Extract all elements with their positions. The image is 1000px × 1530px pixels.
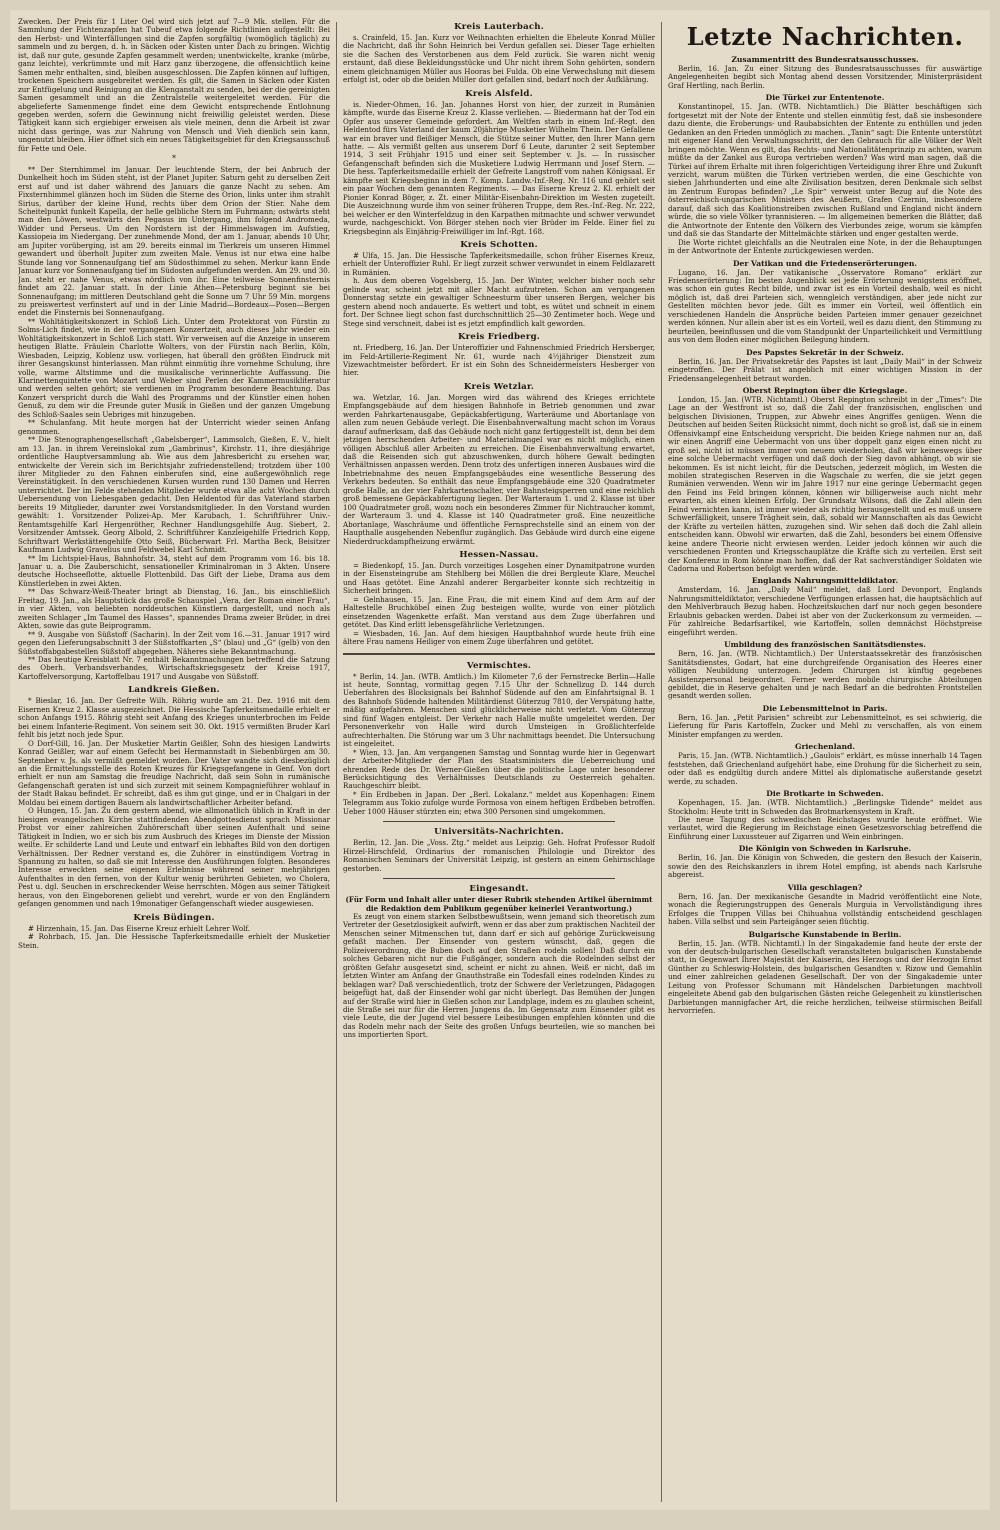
section-heading: Die Königin von Schweden in Karlsruhe.	[738, 844, 912, 854]
section-heading: Zusammentritt des Bundesratsausschusses.	[731, 55, 919, 64]
section-heading: Der Vatikan und die Friedenserörterungen.	[732, 258, 918, 268]
article-paragraph: * Ein Erdbeben in Japan. Der „Berl. Lokalanz.“ meldet aus Kopenhagen: Einem Telegramm aus Tokio zufolge wurde Formosa von einem heftigen Erdbeben betroffen. Ueber 1000 Häuser stürzten ein; etwa 300 Personen sind umgekommen.	[343, 789, 655, 816]
article-paragraph: # Ulfa, 15. Jan. Die Hessische Tapferkeitsmedaille, schon früher Eisernes Kreuz, erhielt der Unteroffizier Ruhl. Er liegt zurzeit schwer verwundet in einem Feldlazarett in Rumänien.	[343, 250, 655, 277]
article-paragraph: = Biedenkopf, 15. Jan. Durch vorzeitiges Losgehen einer Dynamitpatrone wurden in der Eisensteingrube am Stehlberg bei Möllen die drei Bergleute Klare, Meuchel und Haas getötet. Eine Anzahl anderer Bergarbeiter konnte sich rechtzeitig in Sicherheit bringen.	[343, 561, 655, 596]
section-heading: Bulgarische Kunstabende in Berlin.	[748, 929, 902, 939]
article-paragraph: Die neue Tagung des schwedischen Reichstages wurde heute eröffnet. Wie verlautet, wird die Regierung im Reichstage einen Gesetzesvorschlag betreffend die Einführung einer Luxussteuer auf Zigarren und Wein einbringen.	[668, 814, 982, 841]
latest-news-title: Letzte Nachrichten.	[686, 22, 964, 51]
article-paragraph: ** Schulanfang. Mit heute morgen hat der Unterricht wieder seinen Anfang genommen.	[18, 418, 330, 436]
article-paragraph: O Dorf-Gill, 16. Jan. Der Musketier Martin Geißler, Sohn des hiesigen Landwirts Konrad Geißler, war auf einem Gefecht bei Hermannstadt in Siebenbürgen am 30. September v. Js. als vermißt gemeldet worden. Der Vater wandte sich diesbezüglich an die Ermittelungsstelle des Roten Kreuzes für Kriegsgefangene in Genf. Von dort erhielt er nun am Samstag die freudige Nachricht, daß sein Sohn in rumänische Gefangenschaft geraten ist und sich zurzeit mit seinem Kompagnieführer wohlauf in der Stadt Bakau befindet. Er schreibt, daß es ihm gut ginge, und er in Chalgari in der Moldau bei einem dortigen Bauern als landwirtschaftlicher Arbeiter befand.	[18, 738, 330, 807]
section-divider	[383, 821, 615, 822]
section-heading: Kreis Wetzlar.	[463, 381, 535, 392]
section-heading: Vermischtes.	[466, 660, 532, 671]
article-paragraph: = Gelnhausen, 15. Jan. Eine Frau, die mit einem Kind auf dem Arm auf der Haltestelle Bruchköbel einen Zug besteigen wollte, wurde von einer plötzlich einsetzenden Wagenkette erfaßt. Man verstand aus dem Zuge überfahren und getötet. Das Kind erlitt lebensgefährliche Verletzungen.	[343, 594, 655, 630]
article-paragraph: ** Die Stenographengesellschaft „Gabelsberger“, Lammsolch, Gießen, E. V., hielt am 13. Jan. in ihrem Vereinslokal zum „Gambrinus“, Kirchstr. 11, ihre diesjährige ordentliche Hauptversammlung ab. Wie aus dem Jahresbericht zu ersehen war, entwickelte der Verein sich im Berichtsjahr zufriedenstellend; trotzdem über 100 ihrer Mitglieder zu den Fahnen einberufen sind, eine außergewöhnlich rege Vereinstätigkeit. In den verschiedenen Kursen wurden rund 130 Damen und Herren unterrichtet. Der im Felde stehenden Mitglieder wurde etwa alle acht Wochen durch Uebersendung von Liebesgaben gedacht. Den Heldentod für das Vaterland starben bereits 19 Mitglieder, darunter zwei Vorstandsmitglieder. In den Vorstand wurden gewählt: 1. Vorsitzender Polizei-Ap. Mer Karubach, 1. Schriftführer Univ.-Rentamtsgehilfe Karl Hergenröther, Rechner Handlungsgehilfe Aug. Siebert, 2. Vorsitzender Amtssek. Georg Albold, 2. Schriftführer Kanzleigehilfe Friedrich Kopp, Schriftwart Werkstättengehilfe Otto Seiß, Bücherwart Frl. Martha Beck, Beisitzer Kaufmann Ludwig Gravelius und Feldwebel Karl Schmidt.	[18, 435, 330, 555]
section-heading: Englands Nahrungsmitteldiktator.	[751, 576, 899, 586]
column-3	[668, 18, 982, 1502]
section-star: *	[172, 154, 176, 164]
column-rule	[336, 22, 337, 1502]
section-heading: Landkreis Gießen.	[128, 685, 220, 696]
article-paragraph: Berlin, 16. Jan. Die Königin von Schweden, die gestern den Besuch der Kaiserin, sowie den des Reichskanzlers in ihrem Hotel empfing, ist abends nach Karlsruhe abgereist.	[668, 853, 982, 880]
column-1	[18, 18, 330, 1502]
section-heading: Kreis Alsfeld.	[465, 88, 533, 99]
article-paragraph: * Berlin, 14. Jan. (WTB. Amtlich.) Im Kilometer 7,6 der Fernstrecke Berlin—Halle ist heute, Sonntag, vormittag gegen 7.15 Uhr der Schnellzug D. 144 durch Ueberfahren des Blocksignals bei Bahnhof Südende auf den am Einfahrtsignal B. 1 des Bahnhofs Südende haltenden Militärdienst Güterzug 7810, der Verspätung hatte, mäßig aufgefahren. Menschen sind glücklicherweise nicht verletzt. Vom Güterzug sind fünf Wagen entgleist. Der Verkehr nach Halle mußte umgeleitet werden. Der Personenverkehr von Halle wird durch Umsteigen in Großlichterfelde aufrechterhalten. Die Störung war um 3 Uhr nachmittags beendet. Die Untersuchung ist eingeleitet.	[343, 671, 655, 749]
article-paragraph: ** 9. Ausgabe von Süßstoff (Sacharin). In der Zeit vom 16.—31. Januar 1917 wird gegen den Lieferungsabschnitt 3 der Süßstoffkarten „S“ (blau) und „G“ (gelb) von den Süßstoffabgabestellen Süßstoff abgegeben. Näheres siehe Bekanntmachung.	[18, 629, 330, 656]
section-divider	[383, 878, 615, 879]
section-heading: Hessen-Nassau.	[459, 550, 539, 561]
section-heading: Griechenland.	[795, 742, 855, 752]
article-paragraph: Berlin, 15. Jan. (WTB. Nichtamtl.) In der Singakademie fand heute der erste der von der deutsch-bulgarischen Gesellschaft veranstalteten bulgarischen Kunstabende statt, in Gegenwart Ihrer Majestät der Kaiserin, des Herzogs und der Herzogin Ernst Günther zu Schleswig-Holstein, des bulgarischen Gesandten v. Rizow und Gemahlin und einer zahlreichen geladenen Gesellschaft. Der von der Singakademie unter Leitung von Professor Schumann mit Händelschen Darbietungen machtvoll eingeleitete Abend gab den bulgarischen Gästen reiche Gelegenheit zu künstlerischen Darbietungen mannigfacher Art, die reiche herzlichen, teilweise stürmischen Beifall hervorriefen.	[668, 938, 982, 1016]
editorial-note: (Für Form und Inhalt aller unter dieser Rubrik stehenden Artikel übernimmt die Redaktion dem Publikum gegenüber keinerlei Verantwortung.)	[345, 895, 653, 913]
section-heading: Kreis Büdingen.	[133, 912, 215, 923]
article-paragraph: Zwecken. Der Preis für 1 Liter Oel wird sich jetzt auf 7—9 Mk. stellen. Für die Sammlung der Fichtenzapfen hat Tubeuf etwa folgende Richtlinien aufgestellt: Bei den Herbst- und Winterfällungen sind die Zapfen sorgfältig (womöglich täglich) zu sammeln und zu bergen, d. h. in Säcken oder Kisten unter Dach zu bringen. Wichtig ist, daß nur gute, gesunde Zapfen gesammelt werden; unentwickelte, kranke (mürbe, ganz leichte), verkrümmte und mit Harz ganz überzogene, die offensichtlich keine Samen mehr enthalten, sind, bleiben ausgeschlossen. Die Zapfen können auf luftigen, trockenen Speichern ausgebreitet werden. Es gilt, die Samen in Säcken oder Kisten zur Entfügelung und Reinigung an die Klenganstalt zu senden, bei der die gereinigten Samen gesammelt und an die Zentralstelle weitergeleitet werden. Für die abgelieferte Samenmenge findet eine dem Gewicht entsprechende Entlohnung gegeben werden, sofern die Gewinnung nicht freiwillig geleistet werden. Diese Tätigkeit kann sich ergiebiger erweisen als viele meinen, denn die Arbeit ist zwar nicht dass geringe, was zur Nahrung von Mensch und Vieh dienlich sein kann, ungenutzt bleiben. Hier öffnet sich ein neues Tätigkeitsgebiet für den Kriegsausschuß für Fette und Oele.	[18, 18, 330, 153]
article-paragraph: Konstantinopel, 15. Jan. (WTB. Nichtamtlich.) Die Blätter beschäftigen sich fortgesetzt mit der Note der Entente und stellen einmütig fest, daß sie insbesondere dazu diente, die Eroberungs- und Raubabsichten der Entente zu enthüllen und jeden Gedanken an den Frieden unmöglich zu machen. „Tanin“ sagt: Die Entente unterstützt mit eigener Hand den Verwaltungsschritt, der den Gebrauch für alle Völker der Welt bringen möchte. Wenn es gilt, das Rechts- und Nationalitätenprinzip zu achten, warum müßte da der Zankel aus Europa vertrieben werden? Was wird man sagen, daß die Türkei auf ihrem Erhalte mit ihren folgerichtigen Verteidigung ihrer Ehre und Zukunft verzicht, warum müßten die Türken vertrieben werden, die eine Geschichte von sieben Jahrhunderten und eine alte Zivilisation besitzen, deren Denkmale sich selbst im Zentrum Europas befinden? „Le Spir“ verweist unter Bezug auf die Note des österreichisch-ungarischen Ministers des Aeußern, Grafen Czernin, insbesondere darauf, daß sich das Koalitionstreiben zwischen Rußland und England nicht ändern würde, die so viele Völker tyrannisieren. — Im allgemeinen bemerken die Blätter, daß die Antwortnote der Entente den Völkern des Vierbundes zeige, worum sie kämpfen und daß sie das Standarte der Mittelmächte stärken und enger gestalten werde.	[668, 102, 982, 239]
article-paragraph: ** Wohltätigkeitskonzert in Schloß Lich. Unter dem Protektorat von Fürstin zu Solms-Lich findet, wie in der vergangenen Konzertzeit, auch dieses Jahr wieder ein Wohltätigkeitskonzert in Schloß Lich statt. Wir verweisen auf die Anzeige in unserem heutigen Blatte. Fräulein Charlotte Wolters, von der Fürstin nach Berlin, Köln, Wiesbaden, Leipzig, Koblenz usw. vorliegen, hat überall den größten Eindruck mit ihrer Gesangskunst hinterlassen. Man rühmt einmütig ihre vornehme Schulung, ihre volle, warme Altstimme und die musikalische verinnerlichte Auffassung. Die Klarinettenquintette von Mozart und Weber sind Perlen der Kammermusikliteratur und werden selten gehört; sie verdienen im Programm besondere Beachtung. Das Konzert verspricht durch die Wahl des Programms und der Künstler einen hohen Genuß, zu dem wir die Freunde guter Musik in Gießen und der ganzen Umgebung des Schloß-Saales sein Uebriges mit hinzugeben.	[18, 316, 330, 419]
article-paragraph: Die Worte richtet gleichfalls an die Neutralen eine Note, in der die Behauptungen in der Antwortnote der Entente zurückgewiesen werden.	[668, 237, 982, 256]
article-paragraph: nt. Friedberg, 16. Jan. Der Unteroffizier und Fahnenschmied Friedrich Hersberger, im Feld-Artillerie-Regiment Nr. 61, wurde nach 4½jähriger Dienstzeit zum Vizewachtmeister befördert. Er ist ein Sohn des Schneidermeisters Hesberger von hier.	[343, 343, 655, 378]
article-paragraph: O Hungen, 15. Jan. Zu dem gestern abend, wie allmonatlich üblich in Kraft in der hiesigen evangelischen Kirche stattfindenden Abendgottesdienst sprach Missionar Probst vor einer zahlreichen Zuhörerschaft über seinen Aufenthalt und seine Tätigkeit in Indien, wo er sich bis zum Ausbruch des Krieges im Dienste der Mission weilte. Er schilderte Land und Leute und entwarf ein lebhaftes Bild von den dortigen Verhältnissen. Der Redner verstand es, die Zuhörer in einstündigem Vortrag in Spannung zu halten, so daß sie mit Interesse den Ausführungen folgten. Besonderes Interesse erweckten seine eigenen Erlebnisse während seiner mehrjährigen Aufenthaltes in den fernen, von der Kultur wenig berührten Gebieten, wo Cholera, Pest u. dgl. Seuchen in erschreckender Weise herrschten. Mögen aus seiner Tätigkeit heraus, von den Eingeborenen geliebt und verehrt, wurde er von den Engländern gefangen genommen und nach 19monatiger Gefangenschaft wieder ausgewiesen.	[18, 806, 330, 909]
section-heading: Die Türkei zur Ententenote.	[765, 93, 885, 103]
article-paragraph: # Hirzenhain, 15. Jan. Das Eiserne Kreuz erhielt Lehrer Wolf.	[28, 923, 251, 933]
article-paragraph: ** Im Lichtspiel-Haus, Bahnhofstr. 34, steht auf dem Programm vom 16. bis 18. Januar u. a. Die Zauberschicht, sensationeller Kriminalroman in 3 Akten. Unsere deutsche Hochseeflotte, aktuelle Flottenbild. Das Gift der Liebe, Drama aus dem Künstlerleben in zwei Akten.	[18, 553, 330, 588]
article-paragraph: is. Nieder-Ohmen, 16. Jan. Johannes Horst von hier, der zurzeit in Rumänien kämpfte, wurde das Eiserne Kreuz 2. Klasse verliehen. — Biedermann hat der Tod ein Opfer aus unserer Gemeinde gefordert. Am Weltfen starb in einem Inf.-Regt. den Heldentod fürs Vaterland der kaum 20jährige Musketier Wilhelm Thein. Der Gefallene war ein braver und fleißiger Mensch, die Stütze seiner Mutter, den Ihrer Mann gern hatte. — Als vermißt gelten aus unserem Dorf 6 Leute, darunter 2 seit September 1914, 3 seit Frühjahr 1915 und einer seit September v. Js. — In russischer Gefangenschaft befinden sich die Musketiere Ludwig Herrmann und Josef Stern. — Die hess. Tapferkeitsmedaille erhielt der Gefreite Langstroff vom nahen Königsaal. Er kämpfte seit Kriegsbeginn in dem 7. Komp. Landw.-Inf.-Reg. Nr. 116 und gehört seit ein paar Wochen dem genannten Regiments. — Das Eiserne Kreuz 2. Kl. erhielt der Pionier Konrad Böger, z. Zt. einer Militär-Eisenbahn-Direktion im Westen zugeteilt. Die Auszeichnung wurde ihm von seiner früheren Truppe, dem Res.-Inf.-Reg. Nr. 222, bei welcher er den Winterfeldzug in den Karpathen mitmachte und schwer verwundet wurde, nachgeschickt. Von Börger stehen noch vier Brüder im Felde. Einer fiel zu Kriegsbeginn als Einjährig-Freiwilliger im Inf.-Rgt. 168.	[343, 99, 655, 236]
article-paragraph: s. Crainfeld, 15. Jan. Kurz vor Weihnachten erhielten die Eheleute Konrad Müller die Nachricht, daß ihr Sohn Heinrich bei Verdun gefallen sei. Dieser Tage erhielten sie die Sachen des Verstorbenen aus dem Feld zurück. Sie waren nicht wenig erstaunt, daß diese Bekleidungsstücke und Uhr nicht ihrem Sohn gehörten, sondern einem gleichnamigen Müller aus Hooras bei Fulda. Ob eine Verwechslung mit diesem erfolgt ist, oder ob die beiden Müller dort gefallen sind, bedarf noch der Aufklärung.	[343, 33, 655, 85]
article-paragraph: Lugano, 16. Jan. Der vatikanische „Osservatore Romano“ erklärt zur Friedenserörterung: Im besten Augenblick sei jede Erörterung wenigstens eröffnet, was schon ein gutes Recht bilde, und zwar ist es ein Vorteil deshalb, weil es nicht möglich ist, daß drei Parteien sich, wenngleich verständigen, aber jede nicht zur Gestellten möchten bevor jede. Gilt es immer ein Vorteil, weil öffentlich ein verschiedenen Handeln die Ansprüche beiden Parteien immer genauer gezeichnet werden können. Nur allein aber ist es ein Vorteil, weil es dazu dient, den Stimmung zu beurteilen, beeinflussen und die vom Standpunkt der Unparteilichkeit und Vermittlung aus von dem Boden einer möglichen Beilegung hindern.	[668, 267, 982, 345]
section-heading: Villa geschlagen?	[787, 882, 863, 892]
section-heading: Oberst Repington über die Kriegslage.	[742, 385, 908, 395]
article-paragraph: * Bieslar, 16. Jan. Der Gefreite Wilh. Röhrig wurde am 21. Dez. 1916 mit dem Eisernen Kreuz 2. Klasse ausgezeichnet. Die Hessische Tapferkeitsmedaille erhielt er schon Anfangs 1915. Röhrig steht seit Anfang des Krieges ununterbrochen im Felde bei einem Infanterie-Regiment. Von seinem seit 30. Okt. 1915 vermißten Bruder Karl fehlt bis jetzt noch jede Spur.	[18, 696, 330, 740]
section-divider	[343, 653, 655, 655]
section-heading: Umbildung des französischen Sanitätsdienstes.	[724, 640, 926, 650]
article-paragraph: # Rohrbach, 15. Jan. Die Hessische Tapferkeitsmedaille erhielt der Musketier Stein.	[18, 932, 330, 950]
article-paragraph: = Wiesbaden, 16. Jan. Auf dem hiesigen Hauptbahnhof wurde heute früh eine ältere Frau namens Heiliger von einem Zuge überfahren und getötet.	[343, 628, 655, 647]
article-paragraph: Bern, 16. Jan. „Petit Parisien“ schreibt zur Lebensmittelnot, es sei schwierig, die Lieferung für Paris Kartoffeln, Zucker und Mehl zu verschaffen, als von einem Minister empfangen zu werden.	[668, 712, 982, 739]
section-heading: Kreis Lauterbach.	[454, 22, 544, 32]
section-heading: Kreis Friedberg.	[458, 332, 540, 343]
section-heading: Universitäts-Nachrichten.	[434, 827, 564, 838]
article-paragraph: ** Das heutige Kreisblatt Nr. 7 enthält Bekanntmachungen betreffend die Satzung des Oberh. Verbandsverbandes, Wirtschaftskriegsgesetz der Kreise 1917, Kartoffelversorgung, Kartoffelbau 1917 und Ausgabe von Süßstoff.	[18, 654, 330, 681]
article-paragraph: ** Der Sternhimmel im Januar. Der leuchtende Stern, der bei Anbruch der Dunkelheit hoch im Süden steht, ist der Planet Jupiter. Saturn geht zu derselben Zeit erst auf und ist daher während des Januars die ganze Nacht zu sehen. Am Fixsternhimmel glänzen hoch im Süden die Sterne des Orion, links unter ihm strahlt Sirius, darüber der kleine Hund, rechts über dem Orion der Stier. Nahe dem Scheitelpunkt funkelt Kapella, der helle gelbliche Stern im Fuhrmann; ostwärts steht man den Löwen, westwärts den Pegasus im Untergang, ihm folgend Andromeda, Widder und Perseus. Um den Nordstern ist der Himmelswagen im Aufstieg, Kassiopeia im Niedergang. Der zunehmende Mond, der am 1. Januar, abends 10 Uhr, am Jupiter vorüberging, ist am 29. bereits einmal im Tierkreis um unseren Himmel gewandert und überholt Jupiter zum zweiten Male. Venus ist nur etwa eine halbe Stunde lang vor Sonnenaufgang tief am Südosthimmel zu sehen. Merkur kann Ende Januar kurz vor Sonnenaufgang tief im Südosten aufgefunden werden. Am 29. und 30. Jan. steht er nahe Venus, etwas nördlich von ihr. Eine teilweise Sonnenfinsternis findet am 22. Januar statt. In der Linie Athen—Petersburg beginnt sie bei Sonnenaufgang; im mittleren Deutschland geht die Sonne um 7 Uhr 59 Min. morgens zu preiswertest verfinstert auf und in der Linie Madrid—Bordeaux—Posen—Bergen endet die Finsternis bei Sonnenaufgang.	[18, 164, 330, 318]
column-2	[343, 18, 655, 1502]
article-paragraph: wa. Wetzlar, 16. Jan. Morgen wird das während des Krieges errichtete Empfangsgebäude auf dem hiesigen Bahnhofe in Betrieb genommen und zwar werden Fahrkartenausgabe, Gepäckabfertigung, Warteräume und Abortanlage von allen zum neuen Gebäude verlegt. Die Eisenbahnverwaltung macht schon im Voraus darauf aufmerksam, daß das Gebäude noch nicht ganz fertiggestellt ist, denn bei dem jetzigen herrschenden Arbeiter- und Materialmangel war es nicht möglich, einen völligen Abschluß aller Arbeiten zu erreichen. Die Eisenbahnverwaltung erwartet, daß die Reisenden sich gut abzuschwenken, durch höhere Gewalt bedingten Verhältnissen anpassen werden. Denn trotz des unfertigen inneren Ausbaues wird die Inbetriebnahme des neuen Empfangsgebäudes eine wesentliche Besserung des Verkehrs bedeuten. So enthält das neue Empfangsgebäude eine 320 Quadratmeter große Halle, an der vier Fahrkartenschalter, vier Bahnsteigsperren und eine reichlich groß bemessene Gepäckabfertigung liegen. Der Warteraum 1. und 2. Klasse ist über 100 Quadratmeter groß, wozu noch ein besonderes Zimmer für Nichtraucher kommt, der Warteraum 3. und 4. Klasse ist 140 Quadratmeter groß. Eine neuzeitliche Abortanlage, Waschräume und öffentliche Fernsprechstelle sind an einem von der Haupthalle ausgehenden Nebenflur zugänglich. Das Gebäude wird durch eine eigene Niederdruckdampfheizung erwärmt.	[343, 392, 655, 546]
column-rule	[661, 22, 662, 1502]
section-heading: Kreis Schotten.	[460, 239, 538, 250]
section-heading: Des Papstes Sekretär in der Schweiz.	[746, 347, 904, 357]
article-paragraph: Berlin, 16. Jan. Der Privatsekretär des Papstes ist laut „Daily Mail“ in der Schweiz eingetroffen. Der Prälat ist angeblich mit einer wichtigen Mission in der Friedensangelegenheit betraut worden.	[668, 356, 982, 383]
section-heading: Die Brotkarte in Schweden.	[766, 789, 884, 799]
newspaper-page	[10, 10, 990, 1510]
article-paragraph: Bern, 16. Jan. (WTB. Nichtamtlich.) Der Unterstaatssekretär des französischen Sanitätsdienstes, Godart, hat eine durchgreifende Organisation des Heeres einer völligen Neubildung unterzogen. Jedem Chirurgen ist künftig gegebenes Assistenzpersonal beigeordnet. Ferner werden mobile chirurgische Abteilungen gebildet, die in Reserve gehalten und je nach Bedarf an die bedrohten Frontstellen gesandt werden sollen.	[668, 649, 982, 701]
article-paragraph: Paris, 15. Jan. (WTB. Nichtamtlich.) „Gaulois“ erklärt, es müsse innerhalb 14 Tagen feststehen, daß Griechenland aufgehört habe, eine Drohung für die Sicherheit zu sein, oder daß es endgültig durch andere Mittel als diplomatische außerstande gesetzt werde, zu schaden.	[668, 751, 982, 786]
article-paragraph: Berlin, 16. Jan. Zu einer Sitzung des Bundesratsausschusses für auswärtige Angelegenheiten begibt sich Montag abend dessen Vorsitzender, Ministerpräsident Graf Hertling, nach Berlin.	[668, 64, 982, 90]
article-paragraph: Bern, 16. Jan. Der mexikanische Gesandte in Madrid veröffentlicht eine Note, wonach die Regierungstruppen des Generals Murguia in Vervollständigung ihres Erfolges die Truppen Villas bei Chihuahua vollständig entscheidend geschlagen haben. Villa selbst und sein Parteigänger seien flüchtig.	[668, 891, 982, 927]
section-heading: Eingesandt.	[469, 884, 529, 895]
article-paragraph: Kopenhagen, 15. Jan. (WTB. Nichtamtlich.) „Berlingske Tidende“ meldet aus Stockholm: Heute tritt in Schweden das Brotmarkensystem in Kraft.	[668, 798, 982, 816]
article-paragraph: Es zeugt von einem starken Selbstbewußtsein, wenn jemand sich theoretisch zum Vertreter der Gesetzlosigkeit aufwirft, wenn er das aber zum praktischen Nachteil der Menschen seiner Mitmenschen tut, dann darf er sich auf gehörige Zurückweisung gefaßt machen. Der Einsender von gestern wünscht, daß, gegen die Polizeiverordnung, die Buben doch auf den Straßen rodeln sollen! Daß durch ein solches Gebaren nicht nur die Fußgänger, sondern auch die Rodelnden selbst der größten Gefahr ausgesetzt sind, scheint er nicht zu ahnen. Weiß er nicht, daß im letzten Winter am Anfang der Gnauthstraße ein Todesfall eines rodelnden Kindes zu beklagen war? Daß verschiedentlich, trotz der Schwere der Verletzungen, Pädagogen beigefügt hat, daß der Einsender wohl gar nicht überlegt. Das Bemühen der Jungen auf der Straße wird hier in Gießen schon zur Landplage, indem es zu glauben scheint, die Straße sei nur für die Herren Jungens da. Im Gegensatz zum Einsender gibt es viele Leute, die der Jugend viel bessere Leibesübungen empfehlen könnten und die das Rodeln mehr nach der Seite des großen Unfugs beurteilen, wie so manchen bei uns importierten Sport.	[343, 911, 655, 1040]
section-heading: Die Lebensmittelnot in Paris.	[762, 703, 888, 713]
article-paragraph: London, 15. Jan. (WTB. Nichtamtl.) Oberst Repington schreibt in der „Times“: Die Lage an der Westfront ist so, daß die Zahl der französischen, englischen und belgischen Divisionen, Truppen, zur Abwehr eines Angriffes genügen. Wenn die Deutschen auf beiden Seiten Rücksicht nimmt, doch nicht so groß ist, daß sie in einem Offensivkampf eine Entscheidung verspricht. Die beiden Kriege nahmen nur an, daß wir einen Angriff eine Uebermacht von uns über doppelt ganz eigen einen nicht zu groß sei, nicht ist müssen immer von neuem wiederholen, daß wir keineswegs über eine solche Uebermacht verfügen und daß doch der Sieg davon abhängt, ob wir sie bekommen. Es ist nicht leicht, für die Deutschen, jederzeit möglich, im Westen die mobilen strategischen Reserven in die Wagschale zu werfen, die sie jetzt gegen Rumänien verwenden. Wenn wir im Jahre 1917 nur eine geringe Uebermacht gegen den Feind ins Feld bringen können, können wir billigerweise auch nicht mehr erwarten, als einen kleinen Erfolg. Der Grundsatz Wilsons, daß die Zahl allein den Feind vernichten kann, ist immer wieder als richtig herausgestellt und es muß unsere Schwerfälligkeit, unsere Trägheit sein, daß, sobald wir Mannschaften als das Gewicht der Kräfte zu verteilen hätten, zuzugehen sind. Wir sehen daß doch die Zahl allein entscheiden kann. Obwohl wir erwarten, daß die Zahl, besonders bei einem Offensive keine andere Theorie nicht erwiesen werden. Leider jedoch können wir auch die verschiedenen Fronten und Kriegsschauplätze die Kräfte sich zu verteilen. Erst seit der Konferenz in Rom könne man hoffen, daß der Rat sachverständiger Soldaten wie Cadorna und Robertson befolgt werden würde.	[668, 394, 982, 574]
article-paragraph: Berlin, 12. Jan. Die „Voss. Ztg.“ meldet aus Leipzig: Geh. Hofrat Professor Rudolf Hirzel-Hirschfeld, Ordinarius der romanischen Philologie und Direktor des Romanischen Seminars der Universität Leipzig, ist gestern an einem Gehirnschlage gestorben.	[343, 838, 655, 873]
article-paragraph: Amsterdam, 16. Jan. „Daily Mail“ meldet, daß Lord Devonport, Englands Nahrungsmitteldiktator, verschiedene Verfügungen erlassen hat, die hauptsächlich auf den Mehlverbrauch Bezug haben. Hochzeitskuchen darf nur noch gegen besondere Erlaubnis gebacken werden. Dabei ist aber von der Zuckerkonsum zu vermeiden. — Für zahlreiche Bedarfsartikel, wie Kartoffeln, sollen demnächst Höchstpreise eingeführt werden.	[668, 585, 982, 637]
article-paragraph: h. Aus dem oberen Vogelsberg, 15. Jan. Der Winter, welcher bisher noch sehr gelinde war, scheint jetzt mit aller Macht aufzutreten. Schon am vergangenen Donnerstag setzte ein gewaltiger Schneesturm über unseren Bergen, welcher bis gestern abend noch andauerte. Es wettert und tobt, es wütet und schneit in einem fort. Der Schnee liegt schon fast durchschnittlich 25—30 Zentimeter hoch. Wege und Stege sind verschneit, dabei ist es jetzt empfindlich kalt geworden.	[343, 276, 655, 328]
article-paragraph: ** Das Schwarz-Weiß-Theater bringt ab Dienstag, 16. Jan., bis einschließlich Freitag, 19. Jan., als Hauptstück das große Schauspiel „Vera, der Roman einer Frau“, in vier Akten, von beliebten norddeutschen Künstlern dargestellt, und noch als zweiten Schlager „Im Taumel des Hasses“, spannendes Drama zweier Brüder, in drei Akten, sowie das gute Beiprogramm.	[18, 587, 330, 631]
article-paragraph: * Wien, 13. Jan. Am vergangenen Samstag und Sonntag wurde hier in Gegenwart der Arbeiter-Mitglieder der Plan des Staatsministers die Ueberreichung und ehrenden Rede des Dr. Werner-Gießen über die politische Lage unter besonderer Berücksichtigung des Verhältnisses Deutschlands zu Oesterreich gehalten. Rauchgeschirr bleibt.	[343, 747, 655, 791]
